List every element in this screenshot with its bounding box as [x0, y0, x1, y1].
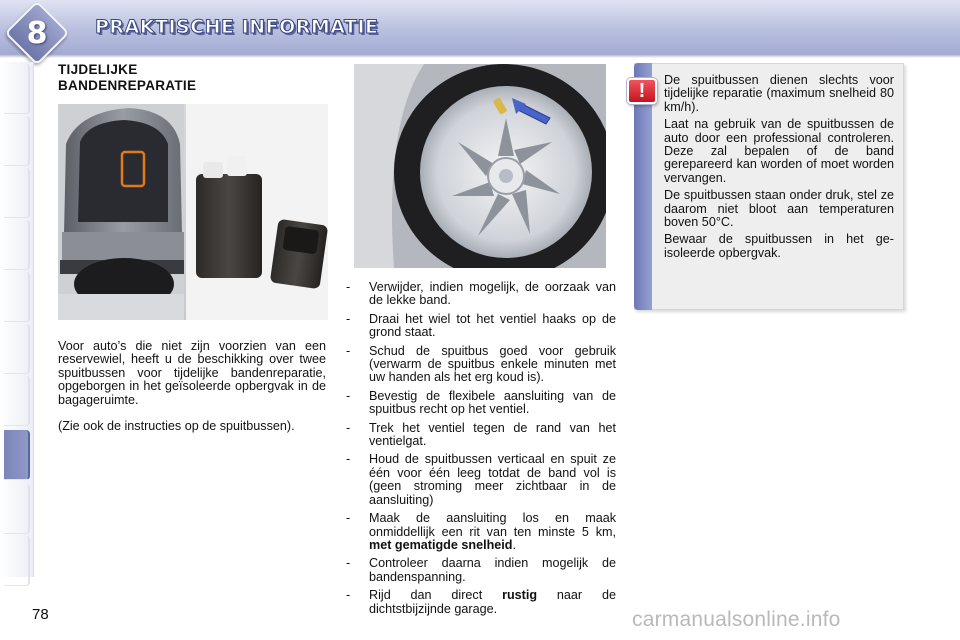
- step-item: [344, 281, 616, 308]
- chapter-tab[interactable]: [4, 168, 30, 218]
- step-dash: -: [346, 388, 351, 403]
- step-text-end: .: [512, 537, 516, 552]
- step-text-end: naar de dichtstbijzijnde garage.: [369, 588, 616, 616]
- step-text: Verwijder, indien mogelijk, de oorzaak van de lekke band.: [369, 280, 616, 308]
- page-number: 78: [32, 606, 49, 623]
- step-item: [344, 313, 616, 340]
- section-title-line2: BANDENREPARATIE: [58, 78, 197, 93]
- step-item: [344, 453, 616, 507]
- warning-paragraph: De spuitbussen dienen slechts voor tijdelijke reparatie (maximum snelheid 80 km/h).: [664, 73, 894, 114]
- warning-paragraph: Laat na gebruik van de spuitbussen de auto door een professional controleren. Deze zal bepalen of de band gerepareerd kan worden of moet worden vervangen.: [664, 117, 894, 185]
- step-dash: -: [346, 311, 351, 326]
- step-text: Trek het ventiel tegen de rand van het ventielgat.: [369, 420, 616, 449]
- step-emphasis: met gematigde snelheid: [369, 537, 513, 552]
- chapter-number: 8: [26, 15, 48, 51]
- step-dash: -: [346, 452, 351, 467]
- step-dash: -: [346, 280, 351, 294]
- step-text: Draai het wiel tot het ventiel haaks op de grond staat.: [369, 311, 616, 340]
- warning-paragraph: Bewaar de spuitbussen in het geisoleerde opbergvak.: [664, 232, 894, 260]
- step-item: [344, 557, 616, 584]
- step-text: Houd de spuitbussen verticaal en spuit ze één voor één leeg totdat de band vol is (geen stroming meer zichtbaar in de aansluiting): [369, 452, 616, 507]
- chapter-tab-active[interactable]: [4, 430, 30, 480]
- wheel-illustration: [354, 64, 606, 268]
- chapter-tab[interactable]: [4, 324, 30, 374]
- chapter-tab[interactable]: [4, 220, 30, 270]
- chapter-tab[interactable]: [4, 116, 30, 166]
- trunk-storage-illustration: [58, 104, 328, 320]
- chapter-tab[interactable]: [4, 272, 30, 322]
- header-shadow: [0, 54, 960, 58]
- step-emphasis: rustig: [502, 588, 538, 603]
- intro-note: (Zie ook de instructies op de spuitbussen).: [58, 419, 295, 433]
- section-title-line1: TIJDELIJKE: [58, 62, 138, 77]
- step-dash: -: [346, 420, 351, 435]
- step-item: [344, 390, 616, 417]
- page-header-title: PRAKTISCHE INFORMATIE: [95, 16, 379, 38]
- step-item: [344, 512, 616, 552]
- step-dash: -: [346, 588, 351, 603]
- step-item: [344, 422, 616, 449]
- chapter-tab[interactable]: [4, 376, 30, 426]
- step-item: [344, 345, 616, 385]
- step-text: Maak de aansluiting los en maak onmiddellijk een rit van ten minste 5 km,: [369, 511, 616, 539]
- repair-steps-list: [344, 281, 616, 621]
- watermark: carmanualsonline.info: [632, 608, 841, 631]
- chapter-tab[interactable]: [4, 64, 30, 114]
- step-dash: -: [346, 556, 351, 571]
- warning-paragraph: De spuitbussen staan onder druk, stel ze daarom niet bloot aan temperaturen boven 50°C.: [664, 188, 894, 230]
- warning-exclamation-icon: !: [627, 78, 657, 104]
- step-item: [344, 589, 616, 616]
- step-text: Bevestig de flexibele aansluiting van de spuitbus recht op het ventiel.: [369, 388, 616, 417]
- step-dash: -: [346, 343, 351, 358]
- step-text: Controleer daarna indien mogelijk de bandenspanning.: [369, 556, 616, 584]
- chapter-tab[interactable]: [4, 484, 30, 534]
- warning-text: [664, 74, 894, 264]
- step-text: Rijd dan direct: [369, 588, 503, 603]
- step-dash: -: [346, 511, 351, 526]
- chapter-tabs: [0, 62, 34, 577]
- step-text: Schud de spuitbus goed voor gebruik (verwarm de spuitbus enkele minuten met uw handen als het erg koud is).: [369, 343, 616, 385]
- wheel-valve-photo: [354, 64, 606, 268]
- section-title: [58, 62, 196, 94]
- intro-paragraph: Voor auto’s die niet zijn voorzien van een reservewiel, heeft u de beschikking over twee spuitbussen voor tijdelijke bandenreparatie, opgeborgen in het geïsoleerde opbergvak in de bagageruimte.: [58, 339, 326, 407]
- chapter-tab[interactable]: [4, 536, 30, 586]
- trunk-storage-photo: [58, 104, 328, 320]
